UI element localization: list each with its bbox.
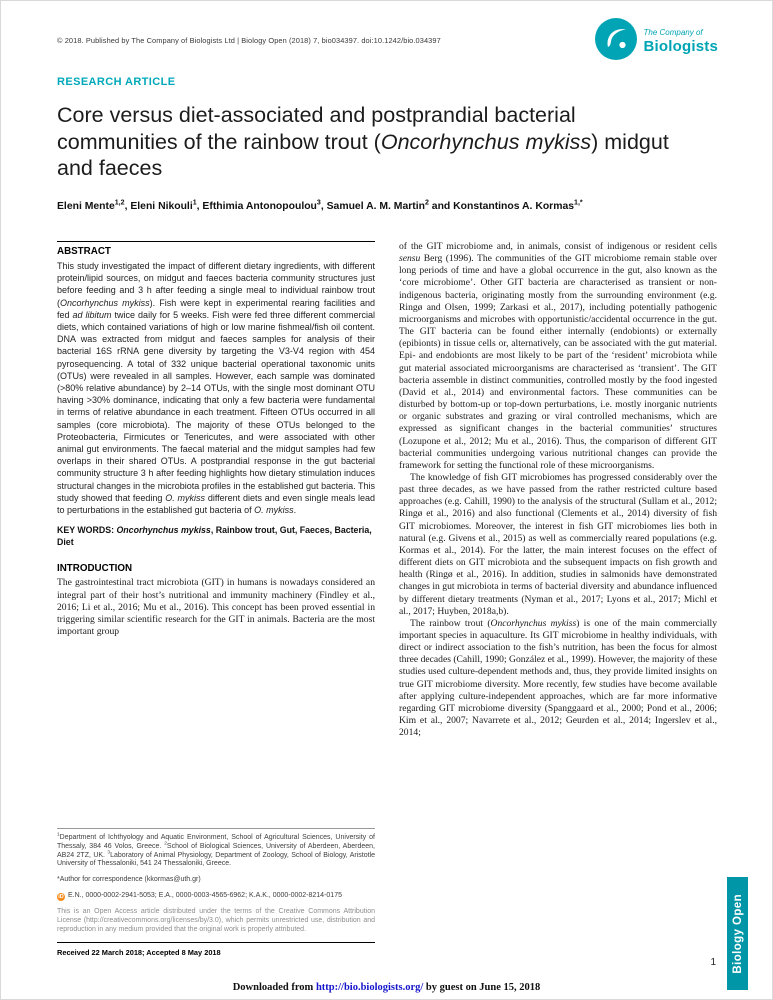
body-paragraph: The rainbow trout (Oncorhynchus mykiss) is one of the main commercially important species in aquaculture. Its GIT microbiome in healthy individuals, with direct or indirect association to the fish’s nutrition, has been the focus for almost three decades (Cahill, 1990; González et al., 1999). However, the majority of these studies used culture-dependent methods and, thus, they provide limited insights on true GIT microbiome diversity. More recently, few studies have become available after applying culture-independent approaches, which are far more informative regarding GIT microbiome diversity (Spanggaard et al., 2000; Pond et al., 2006; Kim et al., 2007; Navarrete et al., 2012; Geurden et al., 2014; Ingerslev et al., 2014;	[399, 617, 717, 739]
abstract-top-rule	[57, 241, 375, 242]
page-number: 1	[710, 957, 716, 968]
body-paragraph: of the GIT microbiome and, in animals, consist of indigenous or resident cells sensu Berg (1996). The communities of the GIT microbiome remain stable over long periods of time and have a global occurrence in the gut, also known as the ‘core microbiome’. Other GIT bacteria are characterised as transient or non-indigenous bacteria, originating mostly from the surrounding environment (e.g. Ringø and Olsen, 1999; Zarkasi et al., 2017), including potentially pathogenic microorganisms and microbes with opportunistic/accidental occurrence in the gut. The GIT bacteria can be found either internally (endobionts) or externally (epibionts) in tissue cells or, alternatively, can be associated with the gut material. Epi- and endobionts are most likely to be part of the ‘resident’ microbiota while gut material associated microorganisms are characterised as ‘transient’. The GIT bacteria assemble in distinct communities, controlled mostly by the food ingested (David et al., 2014) and environmental factors. These communities can be disturbed by bottom-up or top-down perturbations, i.e. mostly inorganic nutrients or organic substrates and grazing or viral controlled mechanisms, which are expressed as significant changes in the bacterial communities’ structures (Lozupone et al., 2012; Mu et al., 2016). Thus, the comparison of different GIT bacterial communities undergoing various nutritional changes can provide the framework for setting the functional role of these microorganisms.	[399, 241, 717, 471]
right-column	[399, 241, 717, 957]
received-accepted-line: Received 22 March 2018; Accepted 8 May 2018	[57, 942, 375, 957]
copyright-line: © 2018. Published by The Company of Biologists Ltd | Biology Open (2018) 7, bio034397. doi:10.1242/bio.034397	[57, 36, 441, 45]
journal-spine-banner	[727, 877, 748, 990]
introduction-heading: INTRODUCTION	[57, 563, 133, 575]
logo-line1: The Company of	[643, 28, 703, 37]
company-of-biologists-logo	[595, 18, 718, 65]
license-post: ), which permits unrestricted use, distribution and reproduction in any medium provided that the original work is properly attributed.	[57, 917, 376, 934]
journal-spine-label: Biology Open	[731, 893, 744, 974]
article-type-label: RESEARCH ARTICLE	[57, 76, 176, 88]
footnote-block	[57, 828, 375, 957]
abstract-text: This study investigated the impact of different dietary ingredients, with different protein/lipid sources, on midgut and faeces bacteria community structures just before feeding and 3 h after feeding a single meal to individual rainbow trout (Oncorhynchus mykiss). Fish were kept in experimental rearing facilities and fed ad libitum twice daily for 5 weeks. Fish were fed three different commercial diets, which contained variations of high or low marine fishmeal/fish oil content. DNA was extracted from midgut and faeces samples for analysis of their bacterial 16S rRNA gene diversity by targeting the V3-V4 region with 454 pyrosequencing. A total of 332 unique bacterial operational taxonomic units (OTUs) were revealed in all samples. However, each sample was dominated (>80% relative abundance) by 2–14 OTUs, with the single most dominant OTU having >30% dominance, indicating that only a few bacteria were fundamental in terms of relative abundance in each treatment. Fifteen OTUs occurred in all samples (core microbiota). The majority of these OTUs belonged to the Proteobacteria, Firmicutes or Tenericutes, and were associated with other animal gut environments. The faecal material and the midgut samples had few overlaps in their shared OTUs. A postprandial response in the gut bacterial community structure 3 h after feeding highlights how dietary stimulation induces structural changes in the microbiota profiles in the established gut bacteria. This study showed that feeding O. mykiss different diets and even single meals lead to perturbations in the established gut bacteria of O. mykiss.	[57, 261, 375, 516]
correspondence-pre: *Author for correspondence (	[57, 876, 147, 884]
logo-line2: Biologists	[643, 38, 718, 55]
footnote-rule	[57, 828, 375, 829]
license-url-link[interactable]: http://creativecommons.org/licenses/by/3.0	[86, 917, 219, 925]
orcid-line	[57, 892, 375, 901]
body-paragraph: The knowledge of fish GIT microbiomes has progressed considerably over the past three decades, as we have passed from the rather restricted culture based approaches (e.g. Cahill, 1990) to the analysis of the structural (Sullam et al., 2012; Ringø et al., 2016) and also functional (Clements et al., 2014) diversity of fish GIT microbiomes. Moreover, the interest in fish GIT microbiomes lies both in natural (e.g. Givens et al., 2015) as well as commercially reared populations (e.g. Kormas et al., 2014). For the latter, the main interest focuses on the effect of different diets on GIT microbiota and the subsequent impacts on fish growth and health (Ringø et al., 2016). In addition, studies in salmonids have demonstrated changes in gut microbiota in terms of bacterial diversity and abundance influenced by different dietary treatments (Nyman et al., 2017; Lyons et al., 2017; Michl et al., 2017; Huyben, 2018a,b).	[399, 471, 717, 617]
abstract-heading: ABSTRACT	[57, 246, 111, 257]
orcid-ids: E.N., 0000-0002-2941-5053; E.A., 0000-0003-4565-6962; K.A.K., 0000-0002-8214-0175	[68, 892, 342, 900]
company-of-biologists-logo-icon	[595, 18, 637, 65]
license-text	[57, 908, 375, 935]
license-pre: This is an Open Access article distributed under the terms of the Creative Commons Attribution License (	[57, 908, 375, 925]
download-footer	[0, 982, 773, 993]
download-url-link[interactable]: http://bio.biologists.org/	[315, 982, 424, 993]
correspondence-post: )	[198, 876, 201, 884]
affiliations: $^1$Department of Ichthyology and Aquatic Environment, School of Agricultural Sciences, University of Thessaly, 384 46 Volos, Greece. $^2$School of Biological Sciences, University of Aberdeen, Aberdeen, AB24 2TZ, UK. $^3$Laboratory of Animal Physiology, Department of Zoology, School of Biology, Aristotle University of Thessaloniki, 541 24 Thessaloniki, Greece.	[57, 832, 375, 868]
introduction-paragraph: The gastrointestinal tract microbiota (GIT) in humans is nowadays considered an integral part of their host’s nutritional and immunity machinery (Findley et al., 2016; Li et al., 2016; Mu et al., 2016). This concept has been proved essential in triggering similar scientific research for the GIT in animals. Bacteria are the most important group	[57, 577, 375, 638]
orcid-icon: iD	[58, 894, 64, 901]
logo-text	[643, 29, 718, 54]
correspondence-line	[57, 876, 375, 885]
download-suffix: by guest on June 15, 2018	[423, 982, 541, 993]
article-title: Core versus diet-associated and postprandial bacterial communities of the rainbow trout (Oncorhynchus mykiss) midgut and faeces	[57, 103, 669, 180]
correspondence-email-link[interactable]: kkormas@uth.gr	[146, 876, 199, 884]
two-column-body	[57, 241, 717, 957]
download-prefix: Downloaded from	[232, 982, 316, 993]
left-column	[57, 241, 375, 957]
author-list: Eleni Mente$^{1,2}$, Eleni Nikouli$^1$, Efthimia Antonopoulou$^3$, Samuel A. M. Martin$^2$ and Konstantinos A. Kormas$^{1,*}$	[57, 199, 583, 212]
keywords-line: KEY WORDS: Oncorhynchus mykiss, Rainbow trout, Gut, Faeces, Bacteria, Diet	[57, 525, 372, 547]
